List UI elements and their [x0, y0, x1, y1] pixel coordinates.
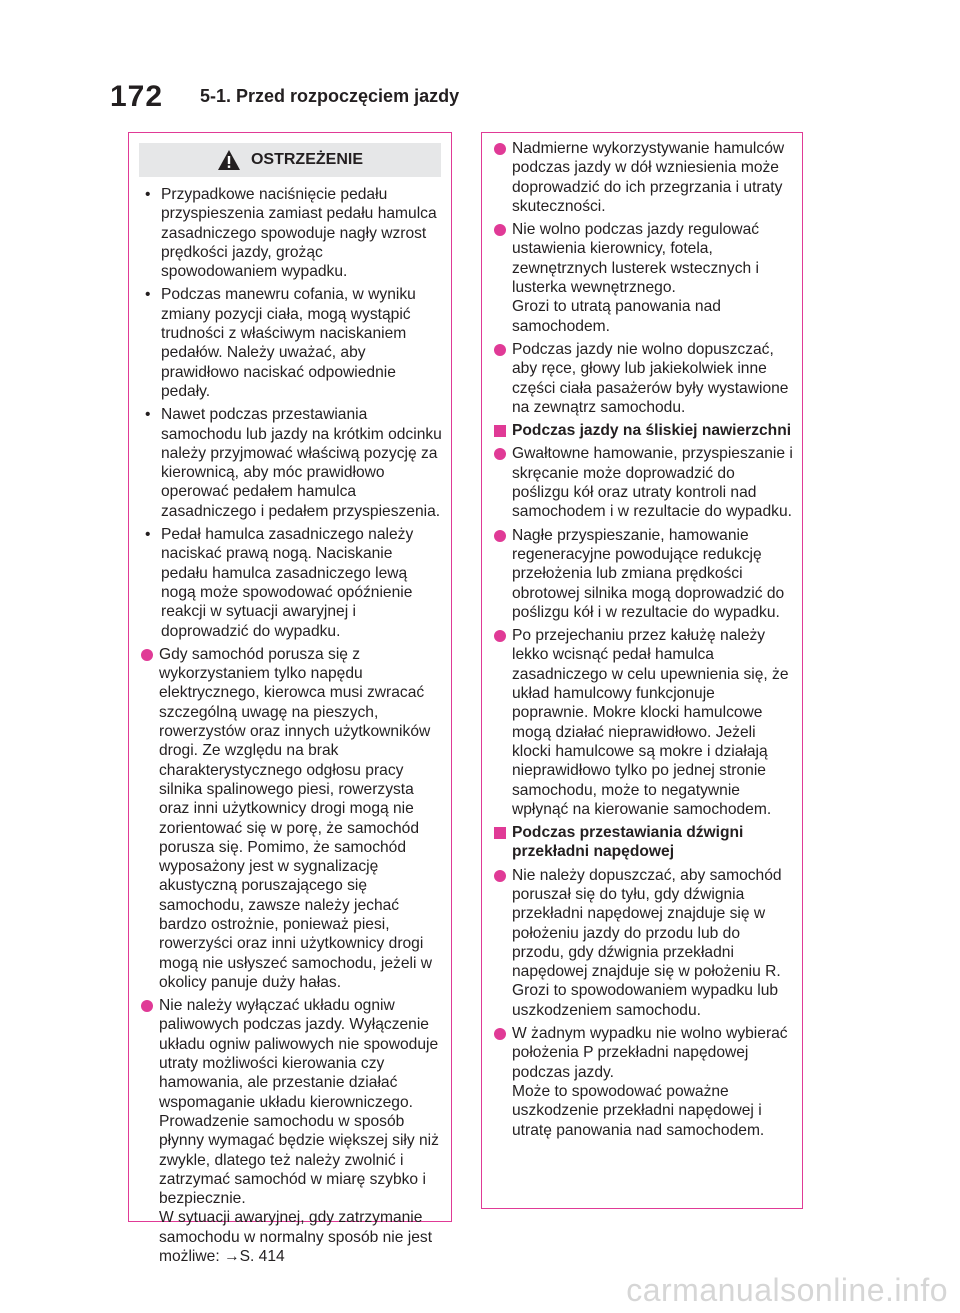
dot-text: Nadmierne wykorzystywanie hamulców podczas jazdy w dół wzniesienia może doprowadzić do ich przegrzania i utraty skuteczności.	[512, 140, 785, 215]
subheading	[492, 421, 794, 440]
dot-text: Nie wolno podczas jazdy regulować ustawienia kierownicy, fotela, zewnętrznych lusterek wstecznych i lusterka wewnętrznego.	[512, 221, 760, 297]
dot-text: Grozi to spowodowaniem wypadku lub uszkodzeniem samochodu.	[512, 982, 779, 1019]
dot-bullet-icon	[494, 1028, 506, 1040]
bullet-dash: •	[145, 526, 151, 544]
warning-title: OSTRZEŻENIE	[250, 151, 363, 168]
warning-box-left	[128, 132, 452, 1266]
dot-bullet-icon	[494, 143, 506, 155]
bullet-text: Nawet podczas przestawiania samochodu lub jazdy na krótkim odcinku należy przyjmować właściwą pozycję za kierownicą, aby móc prawidłowo operować pedałem hamulca zasadniczego i pedałem przyspieszenia.	[161, 406, 442, 520]
square-bullet-icon	[494, 827, 506, 839]
dot-text: Gwałtowne hamowanie, przyspieszanie i skręcanie może doprowadzić do poślizgu kół oraz utraty kontroli nad samochodem i w rezultacie do wypadku.	[512, 445, 793, 521]
dot-item	[492, 444, 794, 521]
dot-bullet-icon	[494, 224, 506, 236]
dot-item	[492, 220, 794, 336]
bullet-item	[139, 285, 443, 401]
dot-text: Gdy samochód porusza się z wykorzystaniem tylko napędu elektrycznego, kierowca musi zwracać szczególną uwagę na pieszych, rowerzystów oraz innych użytkowników drogi. Ze względu na brak charakterystycznego odgłosu pracy silnika spalinowego piesi, rowerzysta oraz inni użytkownicy drogi mogą nie zorientować się w porę, że samochód porusza się. Pomimo, że samochód wyposażony jest w sygnalizację akustyczną poruszającego się samochodu, zawsze należy jechać bardzo ostrożnie, ponieważ piesi, rowerzyści oraz inni użytkownicy drogi mogą nie usłyszeć samochodu, jeżeli w okolicy panuje duży hałas.	[159, 645, 433, 991]
dot-item	[492, 1024, 794, 1140]
square-bullet-icon	[494, 425, 506, 437]
warning-body-right	[482, 133, 802, 1140]
subheading-text: Podczas przestawiania dźwigni przekładni napędowej	[512, 824, 744, 861]
bullet-text: Pedał hamulca zasadniczego należy naciskać prawą nogą. Naciskanie pedału hamulca zasadniczego lewą nogą może spowodować opóźnienie reakcji w sytuacji awaryjnej i doprowadzić do wypadku.	[161, 526, 414, 640]
dot-item	[492, 626, 794, 819]
bullet-dash: •	[145, 286, 151, 304]
page-number: 172	[110, 80, 164, 113]
bullet-text: Przypadkowe naciśnięcie pedału przyspieszenia zamiast pedału hamulca zasadniczego spowoduje nagły wzrost prędkości jazdy, grożąc spowodowaniem wypadku.	[161, 186, 437, 281]
dot-text: Nagłe przyspieszanie, hamowanie regeneracyjne powodujące redukcję przełożenia lub zmiana prędkości obrotowej silnika mogą doprowadzić do poślizgu kół i w rezultacie do wypadku.	[512, 526, 785, 621]
dot-text: W żadnym wypadku nie wolno wybierać położenia P przekładni napędowej podczas jazdy.	[512, 1025, 788, 1081]
bullet-dash: •	[145, 186, 151, 203]
dot-item	[492, 340, 794, 417]
bullet-item	[139, 405, 443, 521]
dot-text: Po przejechaniu przez kałużę należy lekko wcisnąć pedał hamulca zasadniczego w celu upewnienia się, że układ hamulcowy funkcjonuje poprawnie. Mokre klocki hamulcowe mogą działać nieprawidłowo. Jeżeli klocki hamulcowe są mokre i działają nieprawidłowo tylko po jednej stronie samochodu, może to negatywnie wpłynąć na kierowanie samochodem.	[512, 627, 789, 818]
bullet-text: Podczas manewru cofania, w wyniku zmiany pozycji ciała, mogą wystąpić trudności z właściwym naciskaniem pedałów. Należy uważać, aby prawidłowo naciskać odpowiednie pedały.	[161, 286, 416, 400]
dot-text: Podczas jazdy nie wolno dopuszczać, aby ręce, głowy lub jakiekolwiek inne części ciała pasażerów były wystawione na zewnątrz samochodu.	[512, 340, 789, 416]
dot-text: Grozi to utratą panowania nad samochodem.	[512, 298, 721, 335]
dot-item	[139, 645, 443, 992]
bullet-item	[139, 185, 443, 281]
dot-item	[492, 526, 794, 622]
dot-text: Nie należy dopuszczać, aby samochód poruszał się do tyłu, gdy dźwignia przekładni napędowej znajduje się w położeniu jazdy do przodu lub do przodu, gdy dźwignia przekładni napędowej znajduje się w położeniu R.	[512, 866, 782, 981]
warning-triangle-icon	[217, 149, 241, 171]
dot-bullet-icon	[494, 344, 506, 356]
watermark: carmanualsonline.info	[626, 1272, 948, 1308]
dot-item	[492, 139, 794, 216]
dot-item	[492, 866, 794, 1020]
dot-bullet-icon	[494, 630, 506, 642]
dot-bullet-icon	[141, 649, 153, 661]
subheading	[492, 823, 794, 862]
dot-text: W sytuacji awaryjnej, gdy zatrzymanie samochodu w normalny sposób nie jest możliwe: →S. 414	[159, 1209, 433, 1266]
warning-box-right	[481, 132, 803, 1209]
dot-bullet-icon	[141, 1000, 153, 1012]
dot-item	[139, 996, 443, 1266]
dot-bullet-icon	[494, 448, 506, 460]
bullet-dash: •	[145, 406, 151, 424]
dot-text: Może to spowodować poważne uszkodzenie przekładni napędowej i utratę panowania nad samochodem.	[512, 1082, 765, 1139]
section-title: 5-1. Przed rozpoczęciem jazdy	[200, 86, 460, 106]
warning-header	[139, 143, 441, 177]
subheading-text: Podczas jazdy na śliskiej nawierzchni	[512, 422, 792, 440]
bullet-item	[139, 525, 443, 641]
dot-bullet-icon	[494, 530, 506, 542]
warning-body-left	[129, 177, 451, 1266]
dot-text: Nie należy wyłączać układu ogniw paliwowych podczas jazdy. Wyłączenie układu ogniw paliwowych nie spowoduje utraty możliwości kierowania czy hamowania, ale przestanie działać wspomaganie układu kierowniczego. Prowadzenie samochodu w sposób płynny wymagać będzie większej siły niż zwykle, dlatego też należy zwolnić i zatrzymać samochód w miarę szybko i bezpiecznie.	[159, 997, 439, 1208]
dot-bullet-icon	[494, 870, 506, 882]
